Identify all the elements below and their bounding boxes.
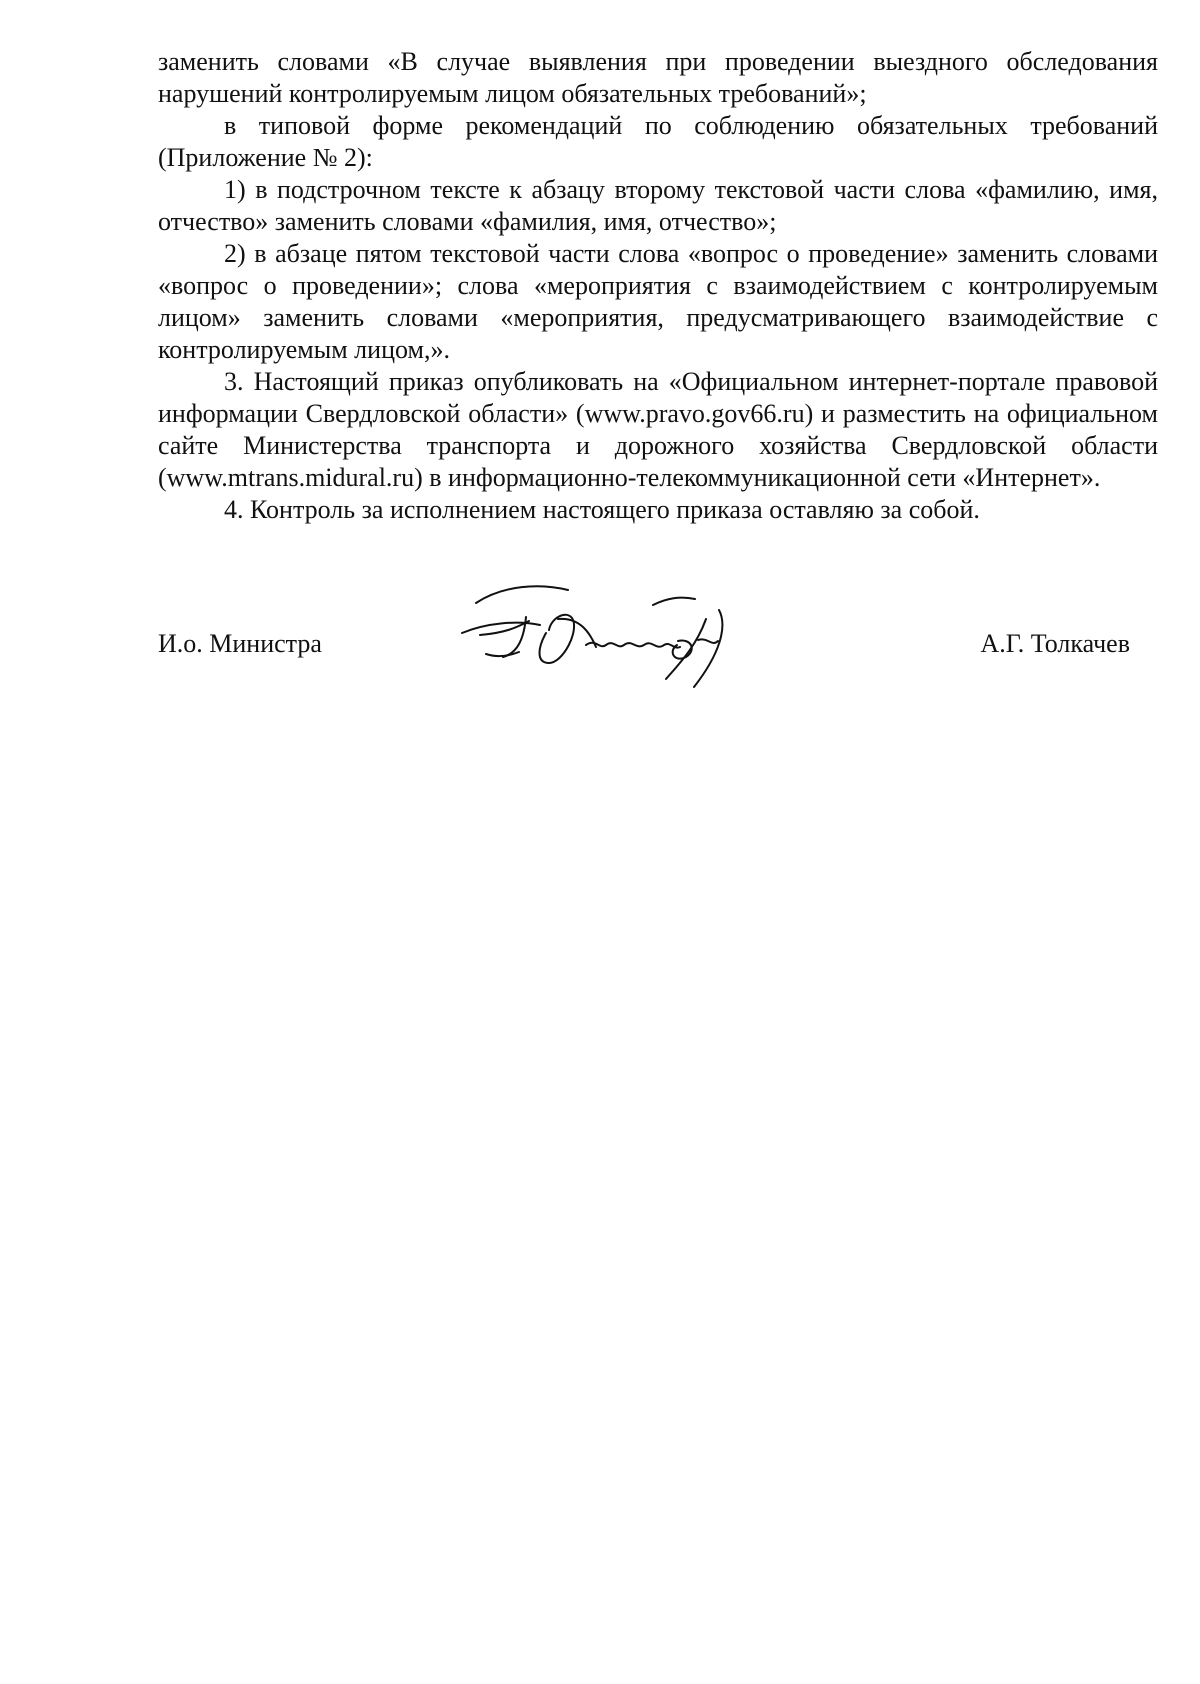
document-body [158,46,1158,526]
paragraph-control: 4. Контроль за исполнением настоящего приказа оставляю за собой. [224,495,980,524]
paragraph-appendix-2: в типовой форме рекомендаций по соблюдению обязательных требований (Приложение № 2): [158,111,1158,172]
handwritten-signature-icon [448,575,748,705]
paragraph-continuation: заменить словами «В случае выявления при проведении выездного обследования нарушений контролируемым лицом обязательных требований»; [158,47,1158,108]
signature-block [158,575,1158,695]
signer-position: И.о. Министра [158,629,322,658]
paragraph-item-1: 1) в подстрочном тексте к абзацу второму текстовой части слова «фамилию, имя, отчество» заменить словами «фамилия, имя, отчество»; [158,175,1158,236]
paragraph-item-2: 2) в абзаце пятом текстовой части слова «вопрос о проведение» заменить словами «вопрос о проведении»; слова «мероприятия с взаимодействием с контролируемым лицом» заменить словами «мероприятия, предусматривающего взаимодействие с контролируемым лицом,». [158,239,1158,364]
signer-name: А.Г. Толкачев [980,629,1130,658]
paragraph-publication: 3. Настоящий приказ опубликовать на «Официальном интернет-портале правовой информации Свердловской области» (www.pravo.gov66.ru) и разместить на официальном сайте Министерства транспорта и дорожного хозяйства Свердловской области (www.mtrans.midural.ru) в информационно-телекоммуникационной сети «Интернет». [158,367,1158,492]
